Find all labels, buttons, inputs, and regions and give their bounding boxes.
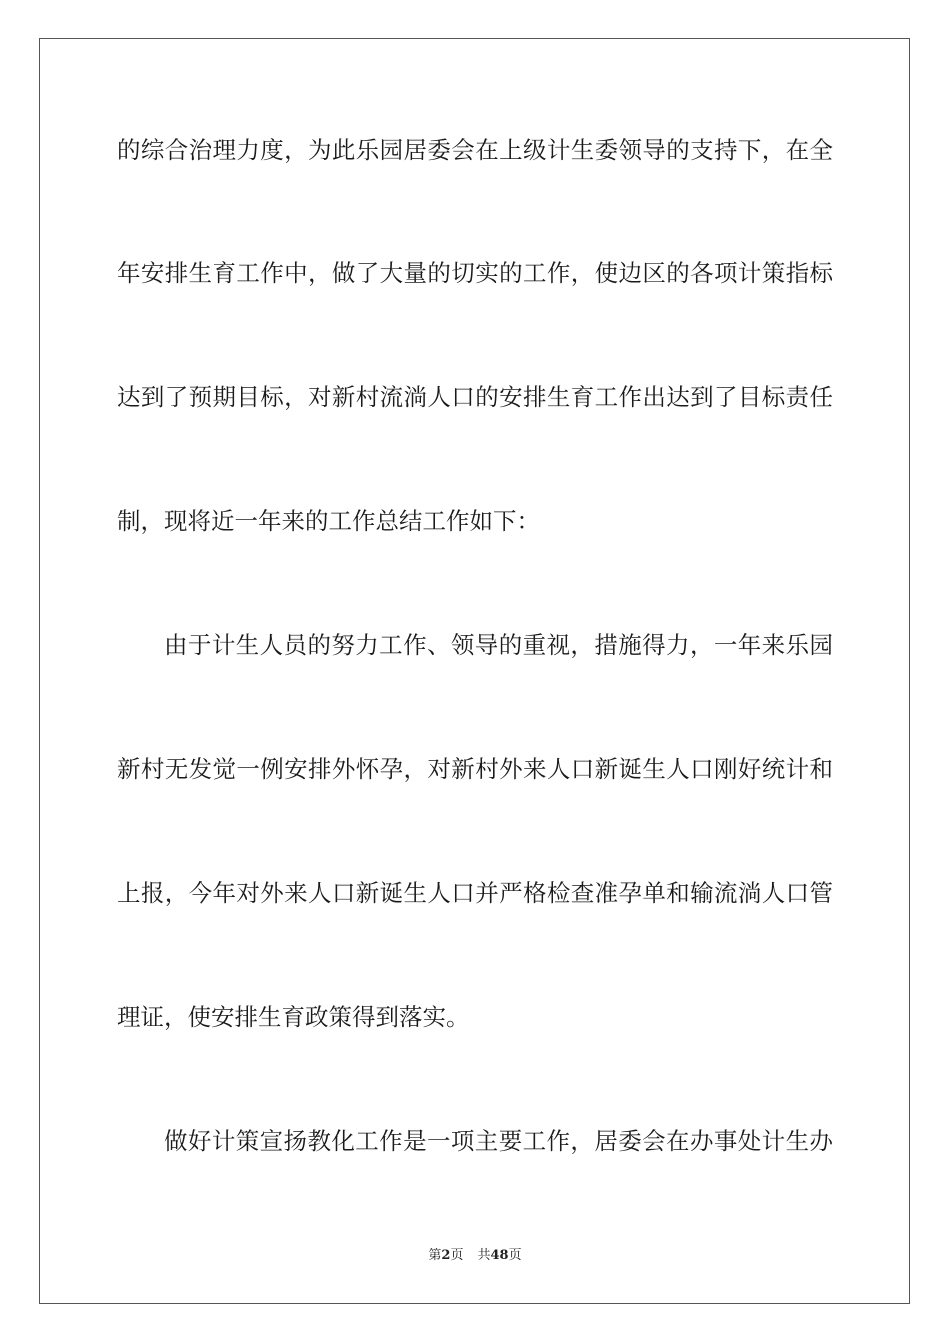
page-footer (0, 1246, 950, 1266)
total-prefix: 共 (477, 1248, 491, 1263)
text-line-7: 上报，今年对外来人口新诞生人口并严格检查准孕单和输流淌人口管 (117, 879, 833, 907)
text-line-5: 由于计生人员的努力工作、领导的重视，措施得力，一年来乐园 (164, 631, 833, 659)
text-line-3: 达到了预期目标，对新村流淌人口的安排生育工作出达到了目标责任 (117, 383, 833, 411)
document-body (117, 0, 833, 1240)
total-page-number: 48 (490, 1248, 509, 1263)
text-line-4: 制，现将近一年来的工作总结工作如下： (117, 507, 540, 535)
text-line-1: 的综合治理力度，为此乐园居委会在上级计生委领导的支持下，在全 (117, 136, 833, 164)
page-prefix: 第 (428, 1248, 442, 1263)
text-line-6: 新村无发觉一例安排外怀孕，对新村外来人口新诞生人口刚好统计和 (117, 755, 833, 783)
page-unit: 页 (450, 1248, 464, 1263)
text-line-2: 年安排生育工作中，做了大量的切实的工作，使边区的各项计策指标 (117, 259, 833, 287)
current-page-number: 2 (441, 1248, 451, 1263)
text-line-9: 做好计策宣扬教化工作是一项主要工作，居委会在办事处计生办 (164, 1127, 833, 1155)
text-line-8: 理证，使安排生育政策得到落实。 (117, 1003, 470, 1031)
total-unit: 页 (508, 1248, 522, 1263)
